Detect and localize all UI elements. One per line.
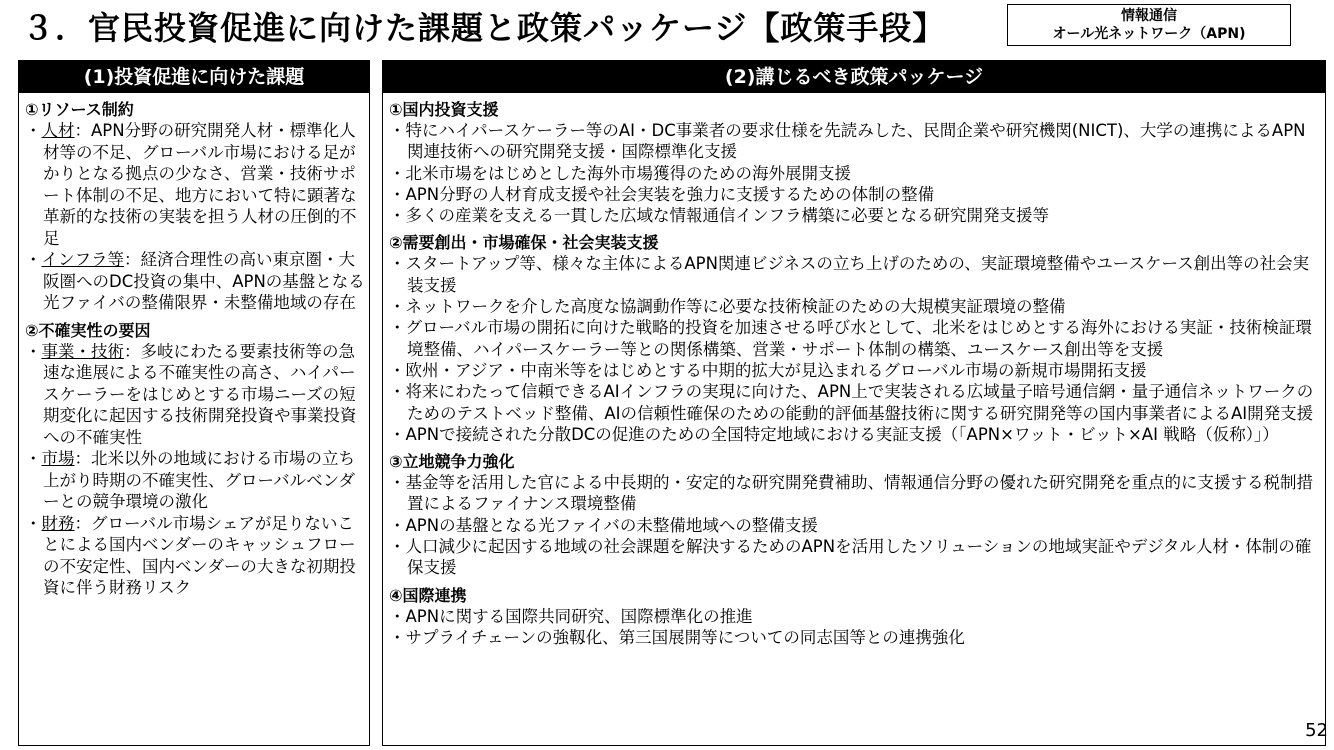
policy-item: ・グローバル市場の開拓に向けた戦略的投資を加速させる呼び水として、北米をはじめとする海外における実証・技術検証環境整備、ハイパースケーラー等との関係構築、営業・サポート体制の構築、ユースケース創出等を支援 <box>389 318 1312 359</box>
policy-section <box>389 99 1321 226</box>
challenge-text: ：APN分野の研究開発人材・標準化人材等の不足、グローバル市場における足がかりとなる拠点の少なさ、営業・技術サポート体制の不足、地方において特に顕著な革新的な技術の実装を担う人材の圧倒的不足 <box>43 121 357 248</box>
bullet: ・ <box>25 449 42 468</box>
policy-section <box>389 585 1321 649</box>
policy-item: ・特にハイパースケーラー等のAI・DC事業者の要求仕様を先読みした、民間企業や研究機関(NICT)、大学の連携によるAPN関連技術への研究開発支援・国際標準化支援 <box>389 121 1306 162</box>
policy-section <box>389 232 1321 445</box>
policy-item: ・ネットワークを介した高度な協調動作等に必要な技術検証のための大規模実証環境の整備 <box>389 297 1066 317</box>
category-tag-line2: オール光ネットワーク（APN) <box>1052 26 1246 42</box>
challenge-keyword: インフラ等 <box>41 250 124 269</box>
policy-section-title: ④国際連携 <box>389 585 467 605</box>
bullet: ・ <box>25 250 42 269</box>
bullet: ・ <box>25 121 42 140</box>
challenge-item <box>25 513 365 599</box>
challenge-section-title: ②不確実性の要因 <box>25 320 151 340</box>
policy-section-title: ①国内投資支援 <box>389 100 499 119</box>
policy-section-title: ②需要創出・市場確保・社会実装支援 <box>389 233 659 253</box>
policy-item: ・APNの基盤となる光ファイバの未整備地域への整備支援 <box>389 515 818 535</box>
challenge-section <box>25 320 365 599</box>
challenges-header: (1)投資促進に向けた課題 <box>19 61 369 93</box>
bullet: ・ <box>25 341 42 361</box>
policy-item: ・基金等を活用した官による中長期的・安定的な研究開発費補助、情報通信分野の優れた研究開発を重点的に支援する税制措置によるファイナンス環境整備 <box>389 473 1313 514</box>
policy-section <box>389 451 1321 578</box>
challenge-text: ：グローバル市場シェアが足りないことによる国内ベンダーのキャッシュフローの不安定性、国内ベンダーの大きな初期投資に伴う財務リスク <box>43 513 356 597</box>
policy-item: ・将来にわたって信頼できるAIインフラの実現に向けた、APN上で実装される広域量子暗号通信網・量子通信ネットワークのためのテストベッド整備、AIの信頼性確保のための能動的評価基盤技術に関する研究開発等の国内事業者によるAI開発支援 <box>389 382 1314 423</box>
policy-item: ・スタートアップ等、様々な主体によるAPN関連ビジネスの立ち上げのための、実証環境整備やユースケース創出等の社会実装支援 <box>389 254 1310 295</box>
challenge-keyword: 人材 <box>41 121 75 140</box>
policy-section-title: ③立地競争力強化 <box>389 452 515 472</box>
page-number: 52 <box>1305 720 1328 741</box>
policy-body <box>383 93 1325 648</box>
policy-item: ・人口減少に起因する地域の社会課題を解決するためのAPNを活用したソリューションの地域実証やデジタル人材・体制の確保支援 <box>389 537 1312 578</box>
policy-panel <box>382 60 1326 746</box>
policy-item: ・APNに関する国際共同研究、国際標準化の推進 <box>389 606 753 626</box>
challenges-body <box>19 93 369 599</box>
challenge-section <box>25 99 365 314</box>
policy-item: ・欧州・アジア・中南米等をはじめとする中期的拡大が見込まれるグローバル市場の新規市場開拓支援 <box>389 360 1147 380</box>
policy-item: ・APNで接続された分散DCの促進のための全国特定地域における実証支援（「APN×ワット・ビット×AI 戦略（仮称）」） <box>389 424 1279 444</box>
challenge-item <box>25 120 365 249</box>
challenge-keyword: 事業・技術 <box>41 341 124 361</box>
challenge-section-title: ①リソース制約 <box>25 100 134 119</box>
challenge-text: ：経済合理性の高い東京圏・大阪圏へのDC投資の集中、APNの基盤となる光ファイバの整備限界・未整備地域の存在 <box>43 250 365 312</box>
policy-item: ・APN分野の人材育成支援や社会実装を強力に支援するための体制の整備 <box>389 184 935 204</box>
challenge-text: ：北米以外の地域における市場の立ち上がり時期の不確実性、グローバルベンダーとの競争環境の激化 <box>43 449 356 511</box>
challenge-item <box>25 448 365 513</box>
challenge-item <box>25 341 365 449</box>
category-tag-line1: 情報通信 <box>1121 8 1177 24</box>
challenges-panel <box>18 60 370 746</box>
challenge-keyword: 財務 <box>41 513 75 533</box>
policy-item: ・多くの産業を支える一貫した広域な情報通信インフラ構築に必要となる研究開発支援等 <box>389 206 1049 226</box>
policy-item: ・サプライチェーンの強靱化、第三国展開等についての同志国等との連携強化 <box>389 627 965 647</box>
policy-header: (2)講じるべき政策パッケージ <box>383 61 1325 93</box>
challenge-keyword: 市場 <box>41 449 75 468</box>
category-tag <box>1007 4 1291 46</box>
policy-item: ・北米市場をはじめとした海外市場獲得のための海外展開支援 <box>389 163 851 183</box>
page-title: ３．官民投資促進に向けた課題と政策パッケージ【政策手段】 <box>22 9 946 47</box>
bullet: ・ <box>25 513 42 533</box>
challenge-item <box>25 249 365 314</box>
challenge-text: ：多岐にわたる要素技術等の急速な進展による不確実性の高さ、ハイパースケーラーをはじめとする市場ニーズの短期変化に起因する技術開発投資や事業投資への不確実性 <box>43 341 357 447</box>
